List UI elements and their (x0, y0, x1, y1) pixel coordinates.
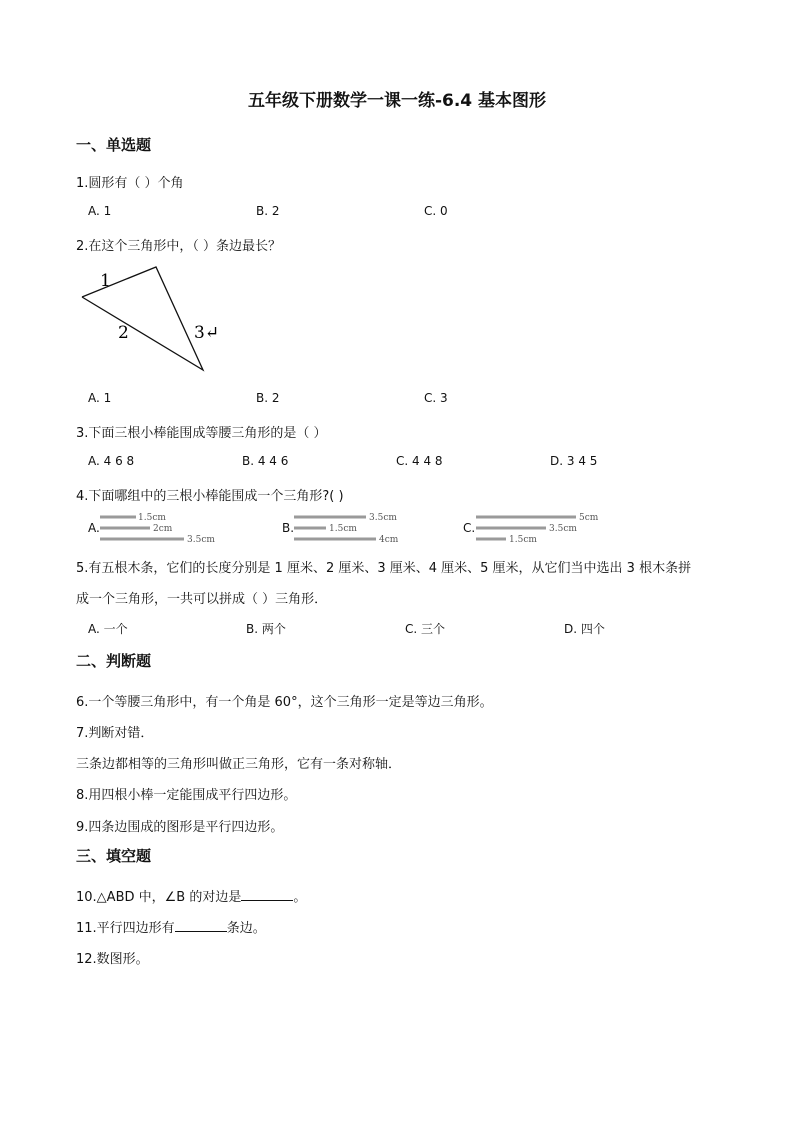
stick-label: 1.5cm (329, 524, 357, 534)
q5-option-c: C. 三个 (405, 622, 446, 636)
stick-label: 1.5cm (509, 535, 537, 545)
q4-option-b-label: B. (282, 521, 295, 535)
q1-option-a: A. 1 (88, 204, 112, 218)
q2-option-b: B. 2 (256, 391, 280, 405)
triangle-side-label-2: 2 (118, 323, 129, 343)
q5-option-d: D. 四个 (564, 622, 605, 636)
stick-label: 1.5cm (138, 513, 166, 523)
question-4: 4.下面哪组中的三根小棒能围成一个三角形?( ) (76, 489, 344, 504)
question-7: 7.判断对错． (76, 726, 154, 741)
triangle-side-label-1: 1 (100, 271, 111, 291)
q2-option-a: A. 1 (88, 391, 112, 405)
section-heading-single-choice: 一、单选题 (76, 136, 152, 154)
q4-option-c-label: C. (463, 521, 476, 535)
q4-option-b-sticks (294, 510, 424, 546)
answer-blank[interactable] (175, 918, 227, 932)
question-6: 6.一个等腰三角形中，有一个角是 60°，这个三角形一定是等边三角形。 (76, 695, 493, 710)
question-1: 1.圆形有（ ）个角 (76, 176, 184, 191)
stick-label: 3.5cm (369, 513, 397, 523)
question-11-end: 条边。 (226, 921, 266, 936)
triangle-side-label-3: 3↵ (194, 323, 220, 343)
stick-label: 4cm (379, 535, 399, 545)
q4-option-a-label: A. (88, 521, 100, 535)
q4-option-a-sticks (100, 510, 230, 546)
page-title: 五年级下册数学一课一练-6.4 基本图形 (247, 91, 547, 111)
q1-option-b: B. 2 (256, 204, 280, 218)
question-12: 12.数图形。 (76, 952, 149, 967)
q5-option-a: A. 一个 (88, 622, 128, 636)
q2-option-c: C. 3 (424, 391, 448, 405)
q3-option-d: D. 3 4 5 (550, 454, 598, 468)
question-8: 8.用四根小棒一定能围成平行四边形。 (76, 788, 297, 803)
section-heading-fill-blank: 三、填空题 (76, 847, 152, 865)
question-11 (76, 917, 266, 936)
triangle-figure (76, 258, 226, 378)
question-3: 3.下面三根小棒能围成等腰三角形的是（ ） (76, 426, 327, 441)
question-10 (76, 886, 306, 905)
q1-option-c: C. 0 (424, 204, 448, 218)
question-5-line-2: 成一个三角形，一共可以拼成（ ）三角形． (76, 592, 328, 607)
stick-label: 3.5cm (549, 524, 577, 534)
q4-option-c-sticks (476, 510, 616, 546)
stick-label: 3.5cm (187, 535, 215, 545)
q3-option-a: A. 4 6 8 (88, 454, 135, 468)
q3-option-b: B. 4 4 6 (242, 454, 289, 468)
answer-blank[interactable] (241, 887, 293, 901)
question-10-end: 。 (293, 890, 307, 905)
question-2: 2.在这个三角形中，（ ）条边最长？ (76, 239, 282, 254)
question-9: 9.四条边围成的图形是平行四边形。 (76, 820, 284, 835)
stick-label: 5cm (579, 513, 599, 523)
question-10-text: 10.△ABD 中，∠B 的对边是 (76, 890, 242, 905)
q3-option-c: C. 4 4 8 (396, 454, 443, 468)
question-7-statement: 三条边都相等的三角形叫做正三角形，它有一条对称轴． (76, 757, 402, 772)
question-11-text: 11.平行四边形有 (76, 921, 175, 936)
question-5-line-1: 5.有五根木条，它们的长度分别是 1 厘米、2 厘米、3 厘米、4 厘米、5 厘米，从它们当中选出 3 根木条拼 (76, 561, 692, 576)
q5-option-b: B. 两个 (246, 622, 286, 636)
section-heading-true-false: 二、判断题 (76, 652, 152, 670)
stick-label: 2cm (153, 524, 173, 534)
